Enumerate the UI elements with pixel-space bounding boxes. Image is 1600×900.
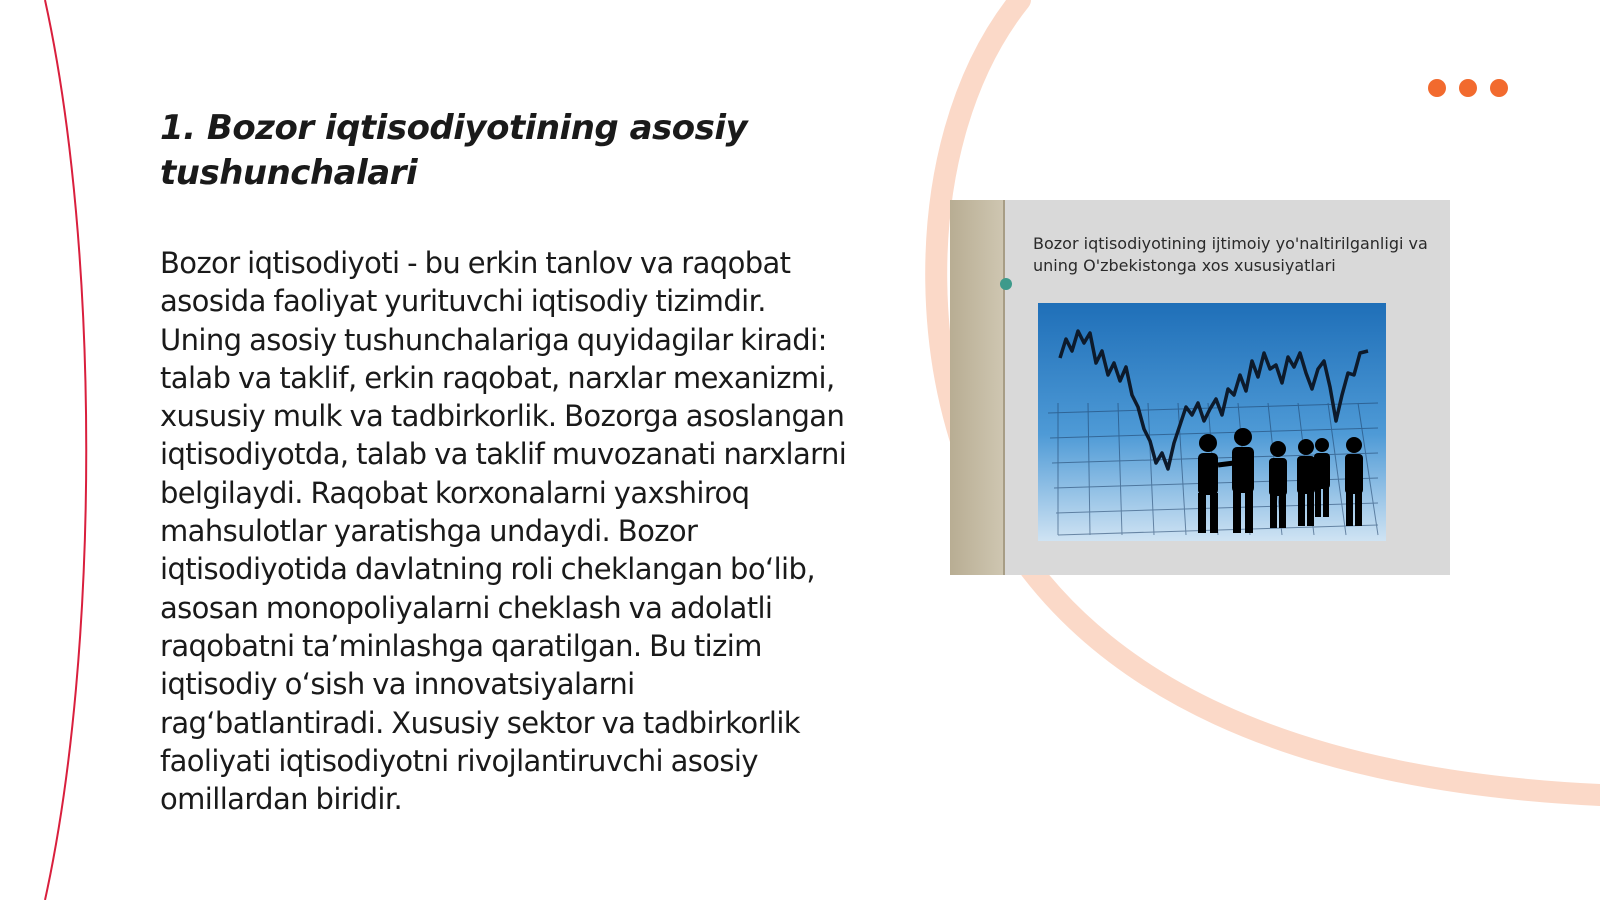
dot-icon xyxy=(1490,79,1508,97)
image-side-bar xyxy=(950,200,1005,575)
left-red-curve xyxy=(45,0,86,900)
menu-dots xyxy=(1428,79,1508,97)
embedded-slide-image xyxy=(950,200,1450,575)
stock-chart-photo xyxy=(1038,303,1386,541)
dot-icon xyxy=(1459,79,1477,97)
dot-icon xyxy=(1428,79,1446,97)
bullet-dot-icon xyxy=(1000,278,1012,290)
slide-title: 1. Bozor iqtisodiyotining asosiy tushunchalari xyxy=(160,108,748,193)
image-caption: Bozor iqtisodiyotining ijtimoiy yo'naltirilganligi va uning O'zbekistonga xos xususiyatlari xyxy=(1033,234,1428,275)
slide-body-text: Bozor iqtisodiyoti - bu erkin tanlov va raqobat asosida faoliyat yurituvchi iqtisodiy tizimdir. Uning asosiy tushunchalariga quyidagilar kiradi: talab va taklif, erkin raqobat, narxlar mexanizmi, xususiy mulk va tadbirkorlik. Bozorga asoslangan iqtisodiyotda, talab va taklif muvozanati narxlarni belgilaydi. Raqobat korxonalarni yaxshiroq mahsulotlar yaratishga undaydi. Bozor iqtisodiyotida davlatning roli cheklangan bo‘lib, asosan monopoliyalarni cheklash va adolatli raqobatni ta’minlashga qaratilgan. Bu tizim iqtisodiy o‘sish va innovatsiyalarni rag‘batlantiradi. Xususiy sektor va tadbirkorlik faoliyati iqtisodiyotni rivojlantiruvchi asosiy omillardan biridir. xyxy=(160,246,847,817)
